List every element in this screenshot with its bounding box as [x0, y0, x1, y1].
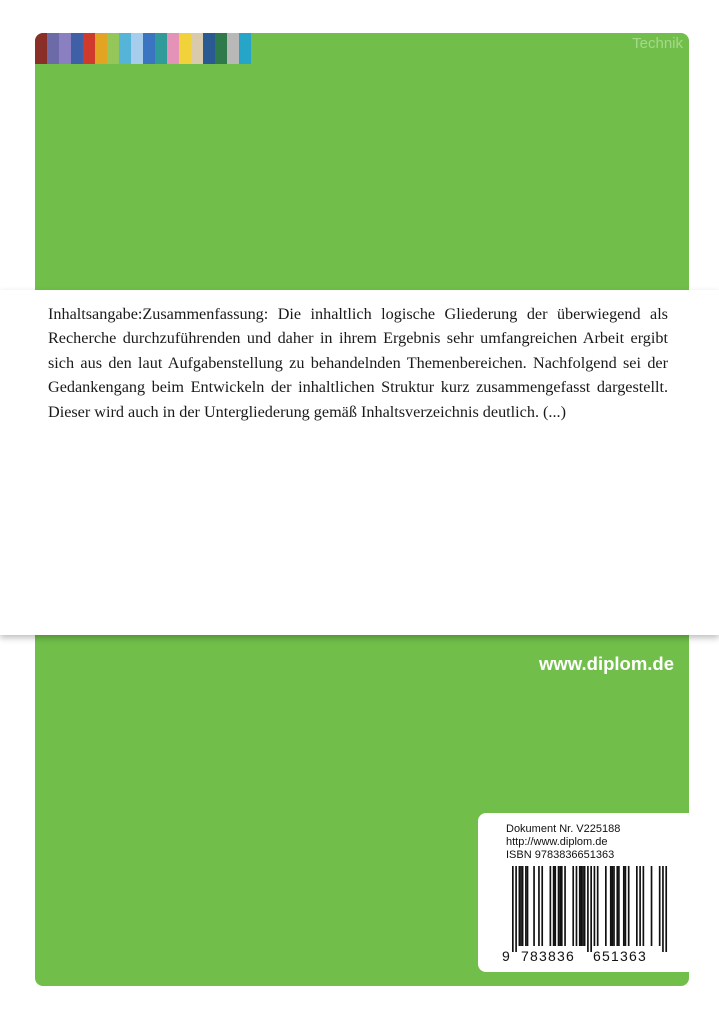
barcode-bar — [584, 866, 586, 946]
barcode-bar — [519, 866, 521, 946]
barcode-bar — [554, 866, 556, 946]
barcode-bars — [512, 866, 667, 952]
site-url: www.diplom.de — [539, 653, 674, 674]
barcode-bar — [550, 866, 552, 946]
barcode-bar — [553, 866, 555, 946]
barcode-bar — [597, 866, 599, 946]
barcode-bar — [628, 866, 630, 946]
color-stripe — [59, 33, 71, 64]
color-stripe — [119, 33, 131, 64]
barcode-digit-right-group: 651363 — [593, 948, 647, 964]
barcode-bar — [515, 866, 517, 952]
barcode-bar — [594, 866, 596, 946]
summary-area — [0, 290, 719, 635]
color-stripe — [143, 33, 155, 64]
cover-bottom-panel — [35, 635, 689, 986]
category-label: Technik — [632, 35, 683, 52]
barcode-bar — [618, 866, 620, 946]
summary-text: Inhaltsangabe:Zusammenfassung: Die inhaltlich logische Gliederung der überwiegend als Recherche durchzuführenden und daher in ihrem Ergebnis sehr umfangreichen Arbeit ergibt sich aus den laut Aufgabenstellung zu behandelnden Themenbereichen. Nachfolgend sei der Gedankengang beim Entwickeln der inhaltlichen Struktur kurz zusammengefasst dargestellt. Dieser wird auch in der Untergliederung gemäß Inhaltsverzeichnis deutlich. (...) — [48, 305, 668, 421]
color-stripe — [71, 33, 83, 64]
color-stripe — [107, 33, 119, 64]
color-stripes — [35, 33, 251, 64]
barcode-bar — [576, 866, 578, 946]
color-stripe — [179, 33, 191, 64]
barcode-bar — [533, 866, 535, 946]
barcode-bar — [541, 866, 543, 946]
barcode-bar — [572, 866, 574, 946]
color-stripe — [239, 33, 251, 64]
color-stripe — [83, 33, 95, 64]
isbn-barcode — [500, 866, 670, 964]
barcode-bar — [520, 866, 522, 946]
color-stripe — [47, 33, 59, 64]
barcode-bar — [522, 866, 524, 946]
barcode-bar — [590, 866, 592, 952]
document-info — [506, 823, 620, 862]
barcode-bar — [636, 866, 638, 946]
document-website: http://www.diplom.de — [506, 836, 608, 848]
color-stripe — [35, 33, 47, 64]
color-stripe — [191, 33, 203, 64]
barcode-bar — [581, 866, 583, 946]
barcode-bar — [605, 866, 607, 946]
color-stripe — [203, 33, 215, 64]
barcode-bar — [512, 866, 514, 952]
barcode-bar — [525, 866, 527, 946]
barcode-bar — [612, 866, 614, 946]
barcode-bar — [665, 866, 667, 952]
barcode-bar — [564, 866, 566, 946]
barcode-bar — [651, 866, 653, 946]
barcode-bar — [579, 866, 581, 946]
color-stripe — [215, 33, 227, 64]
barcode-bar — [558, 866, 560, 946]
barcode-bar — [613, 866, 615, 946]
color-stripe — [167, 33, 179, 64]
document-number: Dokument Nr. V225188 — [506, 823, 621, 835]
barcode-digit-first: 9 — [502, 948, 510, 964]
color-stripe — [95, 33, 107, 64]
barcode-bar — [538, 866, 540, 946]
barcode-box — [478, 813, 689, 972]
barcode-bar — [643, 866, 645, 946]
cover-top-panel — [35, 33, 689, 290]
color-stripe — [131, 33, 143, 64]
barcode-bar — [587, 866, 589, 952]
barcode-bar — [559, 866, 561, 946]
barcode-bar — [561, 866, 563, 946]
document-isbn: ISBN 9783836651363 — [506, 849, 615, 861]
barcode-digit-left-group: 783836 — [521, 948, 575, 964]
barcode-bar — [527, 866, 529, 946]
barcode-bar — [582, 866, 584, 946]
color-stripe — [155, 33, 167, 64]
barcode-bar — [625, 866, 627, 946]
barcode-bar — [639, 866, 641, 946]
barcode-bar — [659, 866, 661, 946]
barcode-bar — [616, 866, 618, 946]
barcode-bar — [610, 866, 612, 946]
barcode-bar — [662, 866, 664, 952]
barcode-bar — [623, 866, 625, 946]
color-stripe — [227, 33, 239, 64]
